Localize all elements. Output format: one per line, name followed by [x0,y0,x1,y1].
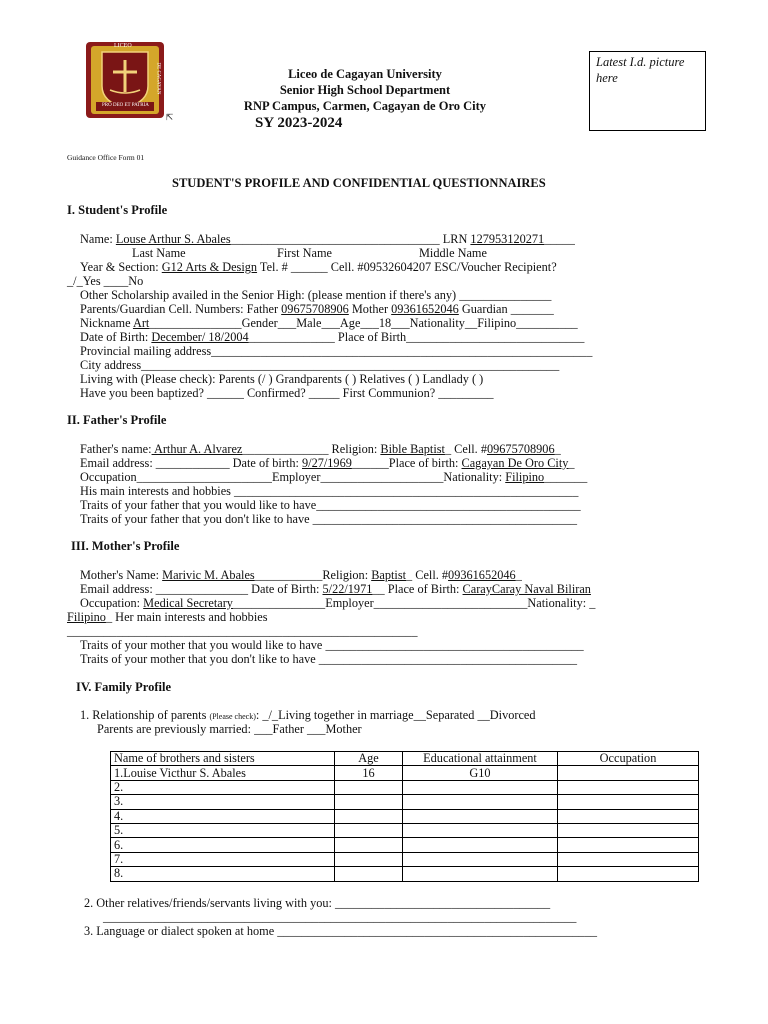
cell-name[interactable]: 8. [111,867,335,881]
cell-occupation[interactable] [558,780,699,794]
cell-education[interactable] [403,809,558,823]
other-relatives-line[interactable]: _____________________________________________________________________________ [103,910,577,924]
year-section-field[interactable]: G12 Arts & Design [161,260,258,274]
mother-cell-field[interactable]: 09361652046 [391,302,459,316]
cursor-mark-icon: ⇱ [166,112,174,122]
cell-occupation[interactable] [558,852,699,866]
living-with-row[interactable]: Living with (Please check): Parents (/ ) Grandparents ( ) Relatives ( ) Landlady ( ) [80,372,484,386]
col-occupation: Occupation [558,752,699,766]
cell-occupation[interactable] [558,766,699,780]
section-student-heading: I. Student's Profile [67,203,168,217]
nickname-row: Nickname Art_______________Gender___Male___Age___18___Nationality__Filipino__________ [80,316,578,330]
table-row [111,766,699,780]
cell-name[interactable]: 3. [111,795,335,809]
guardian-cell-row: Parents/Guardian Cell. Numbers: Father 09675708906 Mother 09361652046 Guardian _______ [80,302,554,316]
father-occupation-row: Occupation______________________Employer____________________Nationality: Filipino_______ [80,470,588,484]
cell-name[interactable]: 2. [111,780,335,794]
university-name: Liceo de Cagayan University [288,67,442,81]
siblings-table [110,751,699,882]
table-row [111,809,699,823]
father-email-row: Email address: ____________ Date of birth: 9/27/1969______Place of birth: Cagayan De Oro City_ [80,456,575,470]
father-like-row[interactable]: Traits of your father that you would like to have___________________________________________ [80,498,581,512]
dob-field[interactable]: December/ 18/2004 [151,330,249,344]
mother-nationality-field[interactable]: Filipino [67,610,106,624]
mother-dob-field[interactable]: 5/22/1971 [322,582,373,596]
col-age: Age [335,752,403,766]
col-education: Educational attainment [403,752,558,766]
sub-last-name: Last Name [132,246,186,260]
voucher-yes-no[interactable]: _/_Yes ____No [67,274,144,288]
logo-right-text: DE CAGAYAN [155,62,161,95]
cell-occupation[interactable] [558,809,699,823]
mother-occupation-field[interactable]: Medical Secretary [143,596,233,610]
cell-occupation[interactable] [558,867,699,881]
father-dislike-row[interactable]: Traits of your father that you don't like to have ___________________________________________ [80,512,578,526]
cell-age[interactable]: 16 [335,766,403,780]
table-row [111,852,699,866]
section-family-heading: IV. Family Profile [76,680,172,694]
lrn-field[interactable]: 127953120271 [470,232,545,246]
dob-row: Date of Birth: December/ 18/2004______________ Place of Birth_____________________________ [80,330,585,344]
father-nationality-field[interactable]: Filipino [505,470,545,484]
other-relatives-row[interactable]: 2. Other relatives/friends/servants living with you: ___________________________________ [84,896,551,910]
photo-placeholder: Latest I.d. picture here [596,55,685,85]
cell-education[interactable]: G10 [403,766,558,780]
mother-nationality-row: Filipino_ Her main interests and hobbies [67,610,268,624]
cell-name[interactable]: 6. [111,838,335,852]
university-seal-logo [80,40,170,120]
sub-first-name: First Name [277,246,332,260]
mother-dislike-row[interactable]: Traits of your mother that you don't like to have __________________________________________ [80,652,578,666]
logo-bottom-text: PRO DEO ET PATRIA [102,103,149,108]
father-cell2-field[interactable]: 09675708906 [486,442,555,456]
cell-age[interactable] [335,852,403,866]
cell-occupation[interactable] [558,795,699,809]
cell-education[interactable] [403,852,558,866]
sub-middle-name: Middle Name [419,246,487,260]
cell-age[interactable] [335,867,403,881]
cell-age[interactable] [335,809,403,823]
table-row [111,780,699,794]
department-name: Senior High School Department [279,83,451,97]
logo-left-text: UNIVERSITY [82,63,88,94]
scholarship-row[interactable]: Other Scholarship availed in the Senior High: (please mention if there's any) _______________ [80,288,552,302]
mother-interests-line[interactable]: _________________________________________________________ [67,624,418,638]
father-pob-field[interactable]: Cagayan De Oro City [461,456,569,470]
cell-education[interactable] [403,823,558,837]
father-name-row: Father's name: Arthur A. Alvarez______________ Religion: Bible Baptist_ Cell. #09675708906_ [80,442,561,456]
form-number: Guidance Office Form 01 [67,153,145,162]
cell-age[interactable] [335,780,403,794]
mother-pob-field[interactable]: CarayCaray Naval Biliran [462,582,591,596]
table-row [111,838,699,852]
cell-name[interactable]: 4. [111,809,335,823]
cell-name[interactable]: 5. [111,823,335,837]
cell-education[interactable] [403,780,558,794]
parents-relationship-row[interactable]: 1. Relationship of parents (Please check): _/_Living together in marriage__Separated __Divorced [80,708,536,722]
cell-name[interactable]: 1.Louise Victhur S. Abales [111,766,335,780]
city-address-row[interactable]: City address____________________________________________________________________ [80,358,560,372]
school-year: SY 2023-2024 [255,115,343,131]
table-header-row [111,752,699,766]
father-interests-row[interactable]: His main interests and hobbies ________________________________________________________ [80,484,579,498]
father-cell-field[interactable]: 09675708906 [281,302,349,316]
cell-occupation[interactable] [558,823,699,837]
cell-occupation[interactable] [558,838,699,852]
mother-cell2-field[interactable]: 09361652046 [448,568,516,582]
mother-occupation-row: Occupation: Medical Secretary_______________Employer_________________________Nationality: _ [80,596,596,610]
section-father-heading: II. Father's Profile [67,413,167,427]
mother-name-field[interactable]: Marivic M. Abales [162,568,255,582]
form-title: STUDENT'S PROFILE AND CONFIDENTIAL QUESTIONNAIRES [172,176,546,190]
cell-age[interactable] [335,823,403,837]
father-name-field[interactable]: Arthur A. Alvarez [151,442,243,456]
mother-email-row: Email address: _______________ Date of Birth: 5/22/1971__ Place of Birth: CarayCaray Naval Biliran [80,582,591,596]
table-row [111,867,699,881]
mother-name-row: Mother's Name: Marivic M. Abales___________Religion: Baptist_ Cell. #09361652046_ [80,568,522,582]
cell-name[interactable]: 7. [111,852,335,866]
baptized-row[interactable]: Have you been baptized? ______ Confirmed? _____ First Communion? _________ [80,386,494,400]
table-row [111,823,699,837]
photo-box[interactable] [589,51,706,131]
language-row[interactable]: 3. Language or dialect spoken at home ____________________________________________________ [84,924,597,938]
table-row [111,795,699,809]
student-name-row: Name: Louse Arthur S. Abales__________________________________ LRN 127953120271_____ [80,232,575,246]
cell-age[interactable] [335,838,403,852]
cell-education[interactable] [403,795,558,809]
cell-education[interactable] [403,867,558,881]
father-dob-field[interactable]: 9/27/1969 [302,456,352,470]
section-mother-heading: III. Mother's Profile [71,539,180,553]
campus-address: RNP Campus, Carmen, Cagayan de Oro City [243,99,487,113]
student-name-field[interactable]: Louse Arthur S. Abales [115,232,231,246]
mother-religion-field[interactable]: Baptist [371,568,407,582]
year-section-row: Year & Section: G12 Arts & Design Tel. # ______ Cell. #09532604207 ESC/Voucher Recipient? [80,260,557,274]
previously-married-row[interactable]: Parents are previously married: ___Father ___Mother [97,722,362,736]
father-religion-field[interactable]: Bible Baptist [380,442,445,456]
col-siblings-name: Name of brothers and sisters [111,752,335,766]
mother-like-row[interactable]: Traits of your mother that you would like to have __________________________________________ [80,638,584,652]
cell-age[interactable] [335,795,403,809]
cell-education[interactable] [403,838,558,852]
provincial-address-row[interactable]: Provincial mailing address______________________________________________________________ [80,344,593,358]
nickname-field[interactable]: Art [132,316,150,330]
logo-top-text: LICEO [114,43,132,49]
